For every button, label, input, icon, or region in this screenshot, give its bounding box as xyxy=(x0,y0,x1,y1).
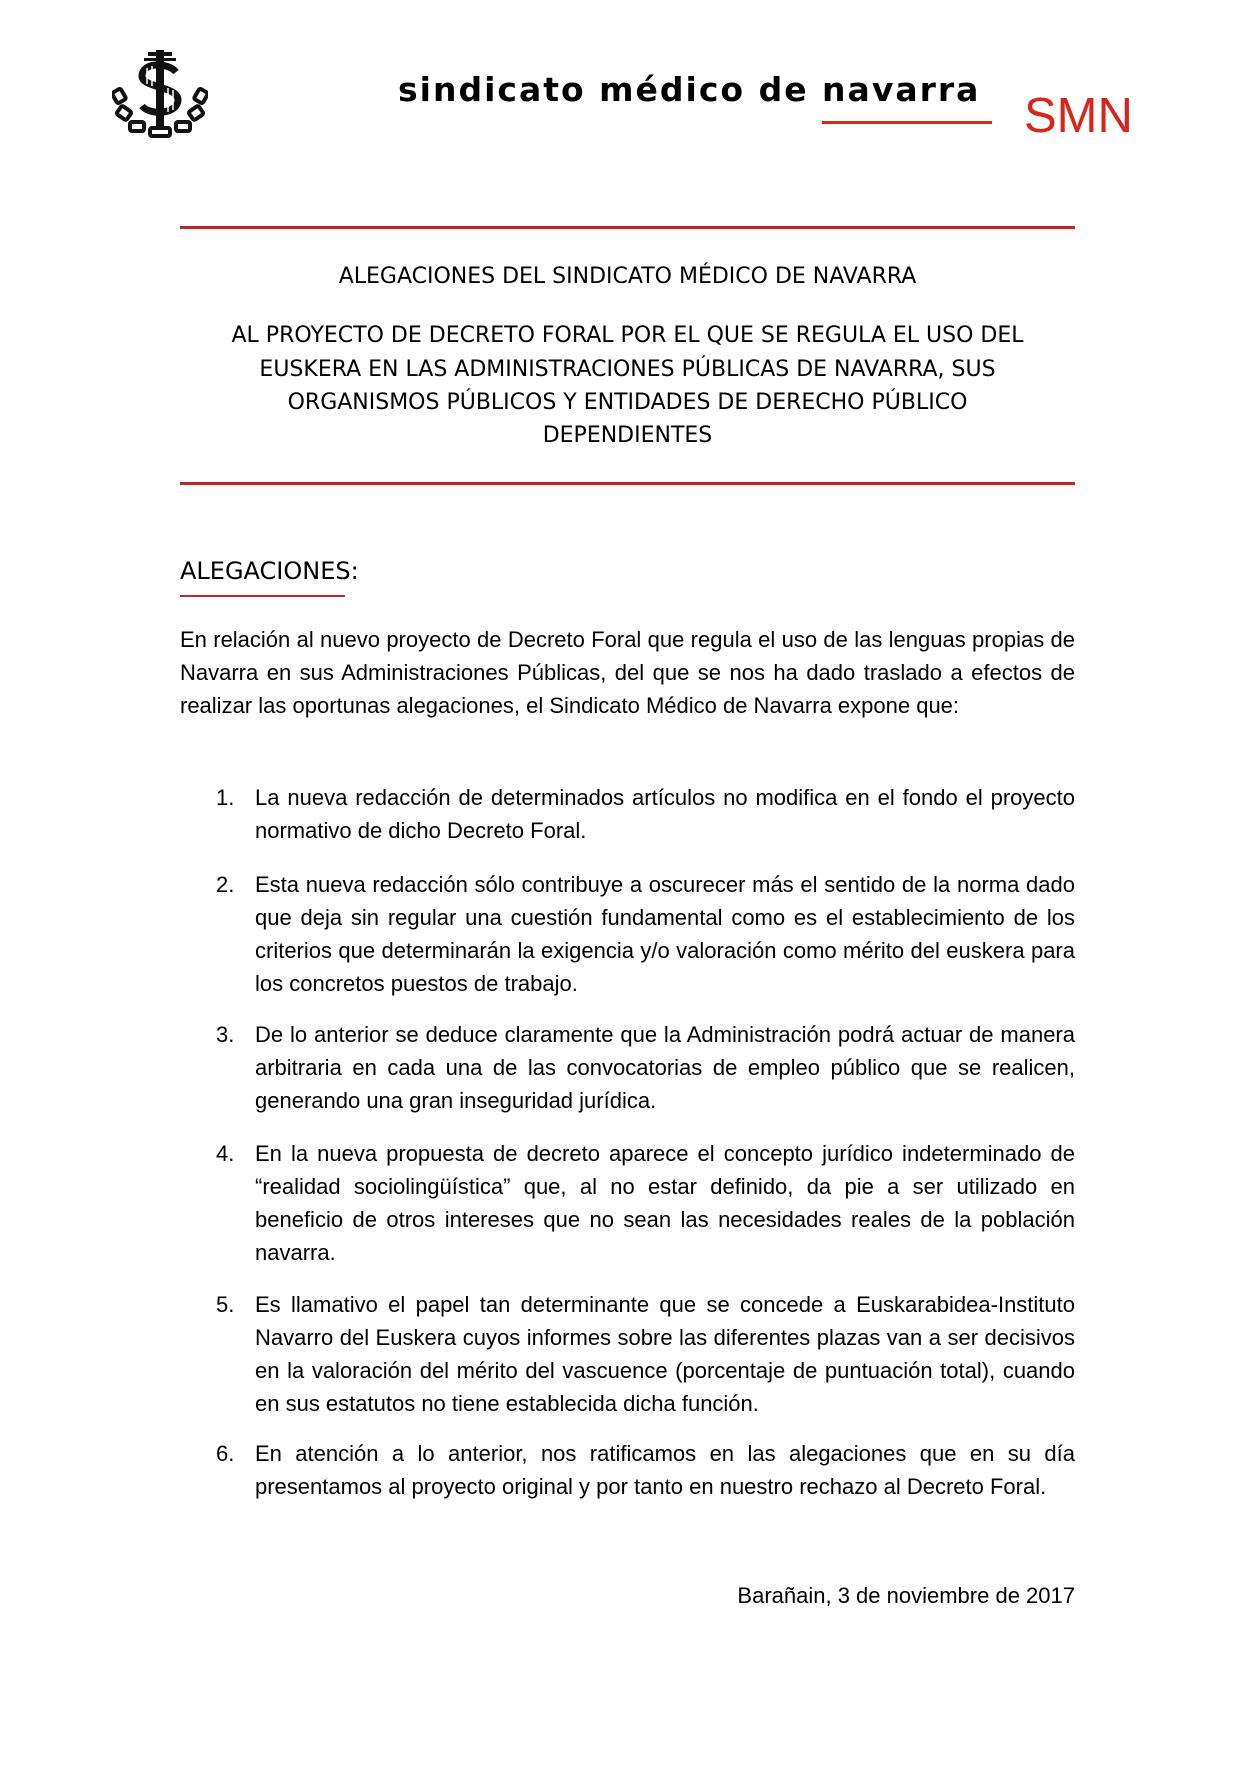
list-item-text: De lo anterior se deduce claramente que la Administración podrá actuar de manera arbitraria en cada una de las convocatorias de empleo público que se realicen, generando una gran inseguridad jurídica. xyxy=(255,1022,1075,1113)
organization-abbreviation: SMN xyxy=(1024,89,1133,143)
list-item-text: En atención a lo anterior, nos ratificamos en las alegaciones que en su día presentamos al proyecto original y por tanto en nuestro rechazo al Decreto Foral. xyxy=(255,1441,1075,1499)
list-item-text: Esta nueva redacción sólo contribuye a oscurecer más el sentido de la norma dado que deja sin regular una cuestión fundamental como es el establecimiento de los criterios que determinarán la exigencia y/o valoración como mérito del euskera para los concretos puestos de trabajo. xyxy=(255,872,1075,996)
document-subtitle-line-2: EUSKERA EN LAS ADMINISTRACIONES PÚBLICAS DE NAVARRA, SUS xyxy=(259,357,996,382)
intro-paragraph: En relación al nuevo proyecto de Decreto Foral que regula el uso de las lenguas propias de Navarra en sus Administraciones Públicas, del que se nos ha dado traslado a efectos de realizar las oportunas alegaciones, el Sindicato Médico de Navarra expone que: xyxy=(180,627,1075,718)
document-subtitle-line-4: DEPENDIENTES xyxy=(542,423,713,448)
list-item-number: 5. xyxy=(216,1292,235,1317)
list-item-text: Es llamativo el papel tan determinante que se concede a Euskarabidea-Instituto Navarro del Euskera cuyos informes sobre las diferentes plazas van a ser decisivos en la valoración del mérito del vascuence (porcentaje de puntuación total), cuando en sus estatutos no tiene establecida dicha función. xyxy=(255,1292,1075,1416)
organization-logo xyxy=(112,48,208,140)
title-bottom-rule xyxy=(180,482,1075,485)
list-item-number: 3. xyxy=(216,1022,235,1047)
list-item-text: En la nueva propuesta de decreto aparece el concepto jurídico indeterminado de “realidad sociolingüística” que, al no estar definido, da pie a ser utilizado en beneficio de otros intereses que no sean las necesidades reales de la población navarra. xyxy=(255,1141,1075,1265)
section-heading: ALEGACIONES: xyxy=(180,557,359,585)
list-item-text: La nueva redacción de determinados artículos no modifica en el fondo el proyecto normativo de dicho Decreto Foral. xyxy=(255,785,1075,843)
organization-name: sindicato médico de navarra xyxy=(398,70,981,109)
document-subtitle-line-3: ORGANISMOS PÚBLICOS Y ENTIDADES DE DERECHO PÚBLICO xyxy=(287,390,968,415)
list-item-number: 2. xyxy=(216,872,235,897)
document-title: ALEGACIONES DEL SINDICATO MÉDICO DE NAVARRA xyxy=(338,264,917,289)
caduceus-chain-logo-icon xyxy=(112,48,208,140)
document-subtitle-line-1: AL PROYECTO DE DECRETO FORAL POR EL QUE SE REGULA EL USO DEL xyxy=(231,323,1024,348)
section-heading-underline xyxy=(180,595,345,597)
signature-date: Barañain, 3 de noviembre de 2017 xyxy=(737,1583,1075,1608)
list-item-number: 6. xyxy=(216,1441,235,1466)
title-top-rule xyxy=(180,226,1075,229)
list-item-number: 4. xyxy=(216,1141,235,1166)
organization-name-underline xyxy=(822,121,992,124)
list-item-number: 1. xyxy=(216,785,235,810)
